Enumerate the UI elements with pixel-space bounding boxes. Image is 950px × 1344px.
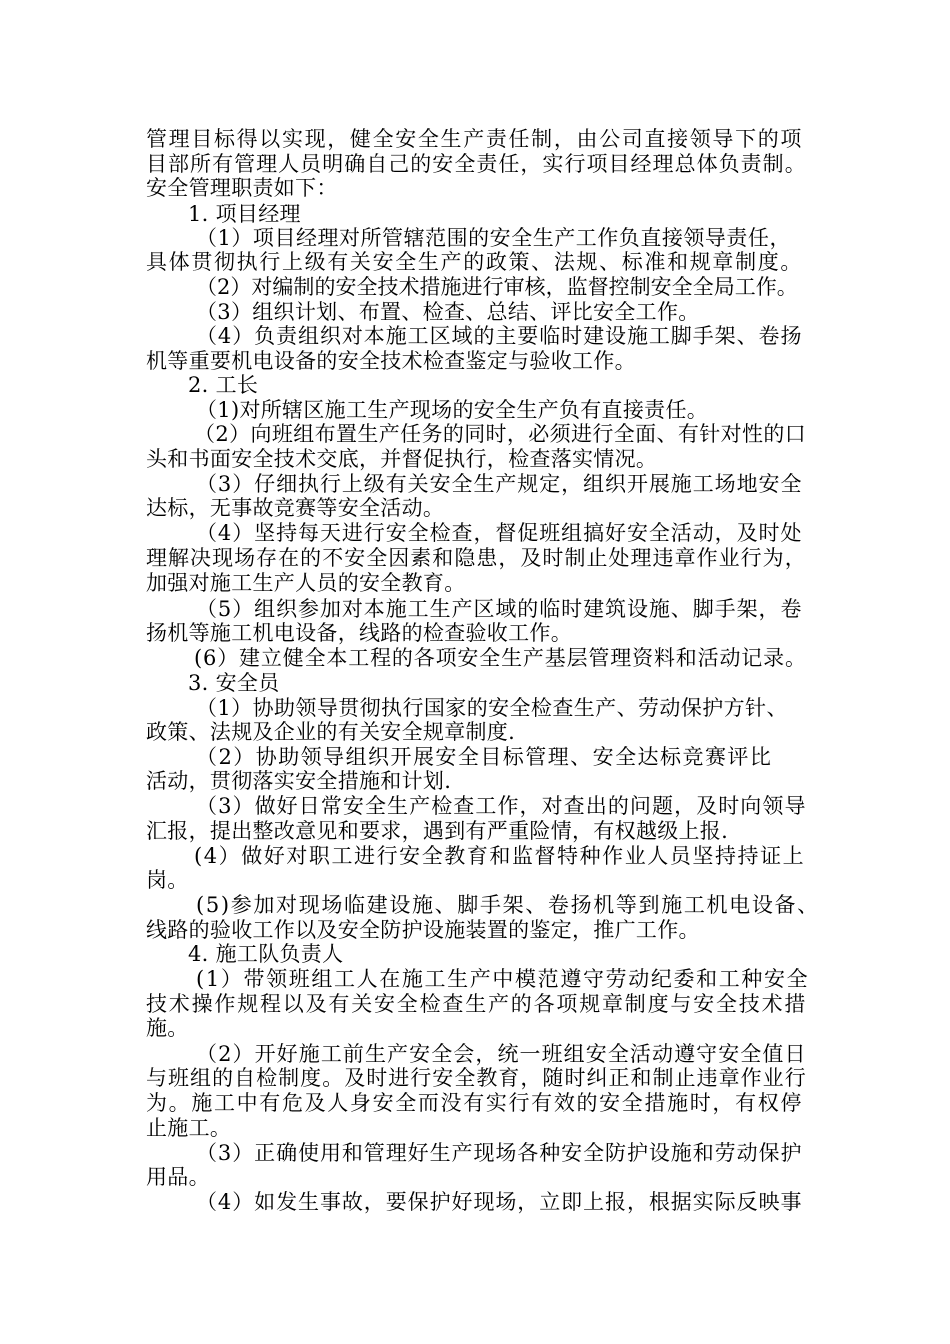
text-line: （3）做好日常安全生产检查工作，对查出的问题，及时向领导 bbox=[196, 794, 807, 818]
text-line: 3. 安全员 bbox=[188, 671, 280, 695]
text-line: （5）组织参加对本施工生产区域的临时建筑设施、脚手架，卷 bbox=[196, 597, 803, 621]
text-line: （1）项目经理对所管辖范围的安全生产工作负直接领导责任， bbox=[196, 226, 791, 250]
text-line: （3）正确使用和管理好生产现场各种安全防护设施和劳动保护 bbox=[196, 1141, 803, 1165]
text-line: 头和书面安全技术交底，并督促执行，检查落实情况。 bbox=[146, 447, 658, 471]
text-line: （2）协助领导组织开展安全目标管理、安全达标竞赛评比 bbox=[196, 745, 773, 769]
text-line: 扬机等施工机电设备，线路的检查验收工作。 bbox=[146, 621, 572, 645]
text-line: （2）开好施工前生产安全会，统一班组安全活动遵守安全值日 bbox=[196, 1042, 807, 1066]
text-line: 岗。 bbox=[146, 868, 189, 892]
text-line: 止施工。 bbox=[146, 1116, 232, 1140]
text-line: 政策、法规及企业的有关安全规章制度. bbox=[146, 720, 516, 744]
text-line: (4）做好对职工进行安全教育和监督特种作业人员坚持持证上 bbox=[194, 844, 806, 868]
text-line: （2）向班组布置生产任务的同时，必须进行全面、有针对性的口 bbox=[194, 422, 807, 446]
text-line: （4）坚持每天进行安全检查，督促班组搞好安全活动，及时处 bbox=[196, 521, 803, 545]
text-line: 1. 项目经理 bbox=[188, 202, 301, 226]
text-line: 活动，贯彻落实安全措施和计划. bbox=[146, 769, 452, 793]
text-line: 施。 bbox=[146, 1016, 189, 1040]
text-line: 管理目标得以实现，健全安全生产责任制，由公司直接领导下的项 bbox=[146, 127, 804, 151]
text-line: （3）仔细执行上级有关安全生产规定，组织开展施工场地安全 bbox=[196, 472, 803, 496]
text-line: 技术操作规程以及有关安全检查生产的各项规章制度与安全技术措 bbox=[146, 992, 808, 1016]
text-line: （3）组织计划、布置、检查、总结、评比安全工作。 bbox=[196, 300, 700, 324]
text-line: 加强对施工生产人员的安全教育。 bbox=[146, 571, 466, 595]
text-line: 与班组的自检制度。及时进行安全教育，随时纠正和制止违章作业行 bbox=[146, 1066, 807, 1090]
text-line: 机等重要机电设备的安全技术检查鉴定与验收工作。 bbox=[146, 349, 636, 373]
text-line: 理解决现场存在的不安全因素和隐患，及时制止处理违章作业行为， bbox=[146, 546, 807, 570]
text-line: (1）带领班组工人在施工生产中模范遵守劳动纪委和工种安全 bbox=[196, 967, 810, 991]
text-line: 2. 工长 bbox=[188, 373, 259, 397]
text-line: 达标，无事故竞赛等安全活动。 bbox=[146, 496, 445, 520]
text-line: （4）负责组织对本施工区域的主要临时建设施工脚手架、卷扬 bbox=[196, 324, 803, 348]
text-line: 用品。 bbox=[146, 1165, 210, 1189]
text-line: (6）建立健全本工程的各项安全生产基层管理资料和活动记录。 bbox=[194, 646, 807, 670]
text-line: 4. 施工队负责人 bbox=[188, 942, 344, 966]
text-line: 安全管理职责如下： bbox=[146, 176, 338, 200]
text-line: 目部所有管理人员明确自己的安全责任，实行项目经理总体负责制。 bbox=[146, 152, 807, 176]
text-line: （2）对编制的安全技术措施进行审核，监督控制安全全局工作。 bbox=[196, 275, 798, 299]
text-line: 汇报，提出整改意见和要求，遇到有严重险情，有权越级上报. bbox=[146, 819, 729, 843]
text-line: （1）协助领导贯彻执行国家的安全检查生产、劳动保护方针、 bbox=[196, 696, 788, 720]
text-line: 具体贯彻执行上级有关安全生产的政策、法规、标准和规章制度。 bbox=[146, 250, 804, 274]
text-line: (5)参加对现场临建设施、脚手架、卷扬机等到施工机电设备、 bbox=[196, 893, 820, 917]
text-line: 为。施工中有危及人身安全而没有实行有效的安全措施时，有权停 bbox=[146, 1091, 804, 1115]
text-line: （4）如发生事故，要保护好现场，立即上报，根据实际反映事 bbox=[196, 1190, 803, 1214]
text-line: 线路的验收工作以及安全防护设施装置的鉴定，推广工作。 bbox=[146, 918, 700, 942]
text-line: （1)对所辖区施工生产现场的安全生产负有直接责任。 bbox=[196, 398, 709, 422]
